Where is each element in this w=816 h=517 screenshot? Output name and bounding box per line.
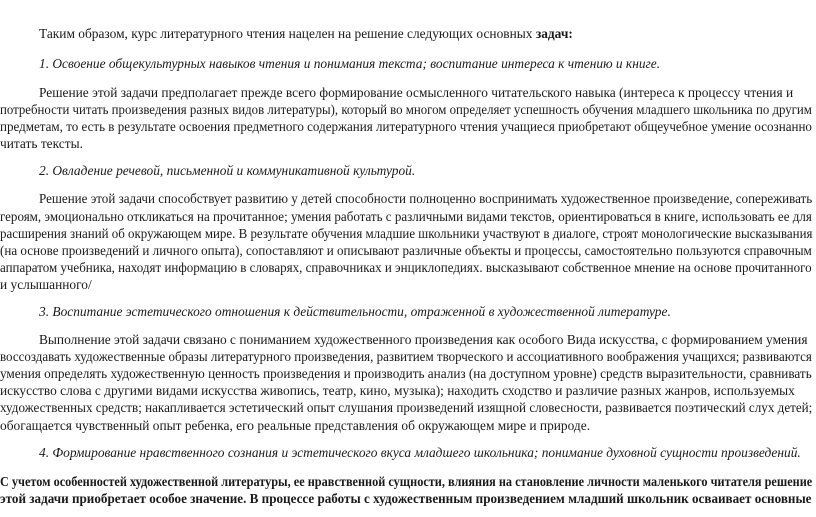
para2-line: и услышанного/	[0, 277, 92, 292]
para2-line: аппаратом учебника, находят информацию в словарях, справочниках и энциклопедиях. высказывают собственное мнение на основе прочитанного	[0, 260, 812, 275]
intro-line	[39, 26, 573, 42]
final-line: этой задачи приобретает особое значение. В процессе работы с художественным произведением младший школьник осваивает основные	[0, 491, 812, 506]
para3-line: воссоздавать художественные образы литературного произведения, развитием творческого и ассоциативного воображения учащихся; развиваются	[0, 349, 812, 364]
task4-heading: 4. Формирование нравственного сознания и эстетического вкуса младшего школьника; понимание духовной сущности произведений.	[39, 445, 801, 460]
para3-line: искусство слова с другими видами искусства живопись, театр, кино, музыка); находить сходство и различие разных жанров, используемых	[0, 383, 795, 398]
para3-line: умения определять художественную ценность произведения и производить анализ (на доступном уровне) средств выразительности, сравнивать	[0, 366, 812, 381]
intro-bold: задач:	[535, 26, 573, 41]
task1-heading: 1. Освоение общекультурных навыков чтения и понимания текста; воспитание интереса к чтению и книге.	[39, 56, 661, 71]
intro-text: Таким образом, курс литературного чтения нацелен на решение следующих основных	[39, 26, 536, 41]
para2-line: (на основе произведений и личного опыта), сопоставляют и описывают различные объекты и процессы, самостоятельно пользуются справочным	[0, 243, 812, 258]
para3-line: обогащается чувственный опыт ребенка, его реальные представления об окружающем мире и природе.	[0, 418, 591, 433]
para3-line: художественных средств; накапливается эстетический опыт слушания произведений изящной словесности, развивается поэтический слух детей;	[0, 400, 813, 415]
task3-heading: 3. Воспитание эстетического отношения к действительности, отраженной в художественной литературе.	[39, 304, 671, 319]
para1-line: Решение этой задачи предполагает прежде всего формирование осмысленного читательского навыка (интереса к процессу чтения и	[39, 85, 794, 100]
para1-line: предметам, то есть в результате освоения предметного содержания литературного чтения учащиеся приобретают общеучебное умение осознанно	[0, 119, 812, 134]
para2-line: Решение этой задачи способствует развитию у детей способности полноценно воспринимать художественное произведение, сопереживать	[39, 191, 813, 206]
task2-heading: 2. Овладение речевой, письменной и коммуникативной культурой.	[39, 163, 416, 178]
para3-line: Выполнение этой задачи связано с пониманием художественного произведения как особого Вида искусства, с формированием умения	[39, 332, 808, 347]
para1-line: потребности читать произведения разных видов литературы), который во многом определяет успешность обучения младшего школьника по другим	[0, 102, 812, 117]
para1-line: читать тексты.	[0, 136, 83, 151]
para2-line: расширения знаний об окружающем мире. В результате обучения младшие школьники участвуют в диалоге, строят монологические высказывания	[0, 226, 813, 241]
final-line: С учетом особенностей художественной литературы, ее нравственной сущности, влияния на становление личности маленького читателя решение	[0, 474, 813, 489]
para2-line: героям, эмоционально откликаться на прочитанное; умения работать с различными видами текстов, ориентироваться в книге, использовать ее для	[0, 209, 812, 224]
